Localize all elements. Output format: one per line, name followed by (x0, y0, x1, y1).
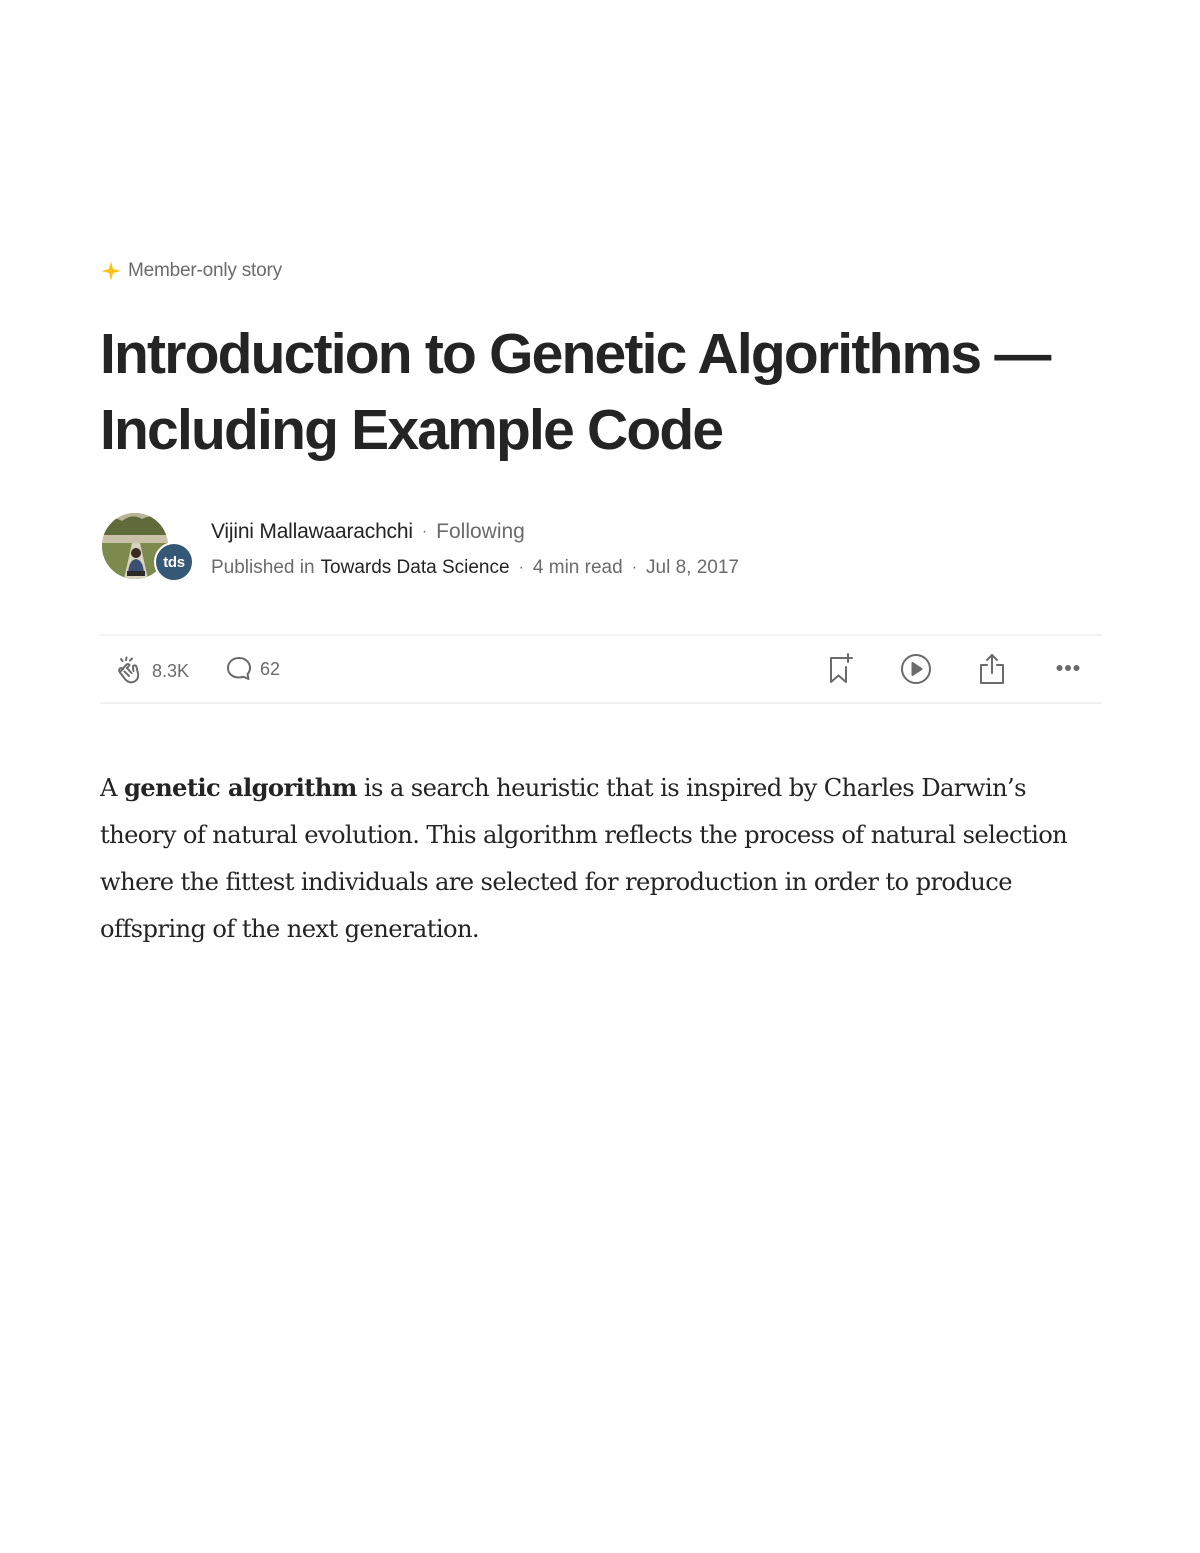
published-in-label: Published in (211, 557, 315, 578)
publication-name-link[interactable]: Towards Data Science (320, 557, 510, 578)
separator-dot: · (518, 559, 524, 576)
publish-date: Jul 8, 2017 (646, 557, 739, 578)
play-icon (900, 653, 932, 685)
clap-icon (112, 654, 146, 688)
separator-dot: · (421, 523, 428, 540)
bookmark-add-icon (824, 652, 856, 686)
article-action-bar (100, 634, 1102, 704)
clap-button[interactable] (112, 654, 189, 688)
star-sparkle-icon (100, 260, 122, 282)
article-body-paragraph (100, 764, 1102, 953)
comment-icon (224, 654, 254, 684)
publication-logo[interactable]: tds (154, 542, 194, 582)
body-bold-term: genetic algorithm (123, 773, 357, 802)
more-options-button[interactable] (1054, 653, 1082, 683)
article-title: Introduction to Genetic Algorithms — Including Example Code (100, 322, 1050, 462)
member-only-badge (100, 260, 282, 282)
comment-count: 62 (260, 658, 281, 679)
body-lead: A (100, 774, 117, 802)
author-row (100, 512, 1102, 584)
listen-button[interactable] (900, 653, 932, 685)
clap-count: 8.3K (152, 660, 190, 681)
author-line (211, 520, 525, 544)
comment-button[interactable] (224, 654, 280, 684)
publication-line (211, 557, 739, 579)
more-icon (1054, 653, 1082, 683)
follow-status-button[interactable]: Following (436, 520, 525, 543)
save-button[interactable] (824, 652, 856, 686)
member-only-label: Member-only story (128, 260, 282, 281)
share-button[interactable] (977, 652, 1007, 686)
read-time: 4 min read (532, 557, 623, 578)
share-icon (977, 652, 1007, 686)
author-name-link[interactable]: Vijini Mallawaarachchi (211, 520, 413, 543)
separator-dot: · (631, 559, 638, 576)
body-text: is a search heuristic that is inspired by Charles Darwin’s theory of natural evolution. This algorithm reflects the process of natural selection where the fittest individuals are selected for reproduction in order to produce offspring of the next generation. (100, 774, 1068, 943)
